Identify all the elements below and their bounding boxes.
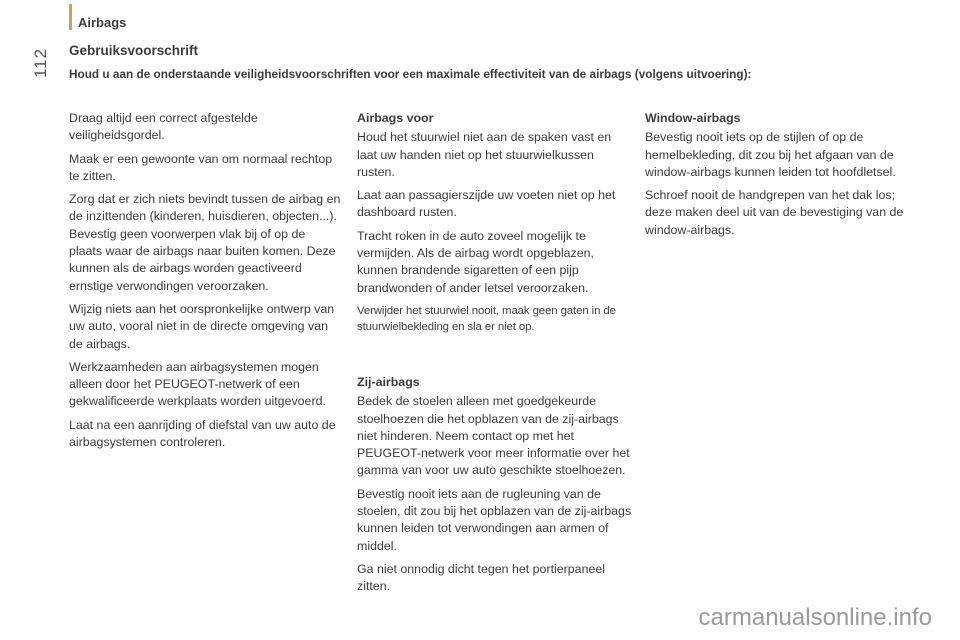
paragraph: Verwijder het stuurwiel nooit, maak geen gaten in de stuurwielbekleding en sla er niet op. (357, 304, 616, 334)
front-airbags-heading: Airbags voor (357, 111, 434, 125)
paragraph: Zorg dat er zich niets bevindt tussen de airbag en de inzittenden (kinderen, huisdieren, objecten...). Bevestig geen voorwerpen vlak bij of op de plaats waar de airbags naar buiten komen. Deze kunnen als de airbags worden geactiveerd ernstige verwondingen veroorzaken. (69, 192, 341, 293)
section-title: Gebruiksvoorschrift (69, 43, 199, 58)
paragraph: Draag altijd een correct afgestelde veiligheidsgordel. (69, 111, 258, 143)
paragraph: Wijzig niets aan het oorspronkelijke ontwerp van uw auto, vooral niet in de directe omgeving van de airbags. (69, 301, 335, 351)
paragraph: Houd het stuurwiel niet aan de spaken vast en laat uw handen niet op het stuurwielkussen rusten. (357, 130, 612, 179)
paragraph: Ga niet onnodig dicht tegen het portierpaneel zitten. (357, 561, 605, 594)
watermark: carmanualsonline.info (698, 604, 932, 631)
paragraph: Schroef nooit de handgrepen van het dak los; deze maken deel uit van de bevestiging van de window-airbags. (645, 188, 904, 237)
paragraph: Bevestig nooit iets op de stijlen of op de hemelbekleding, dit zou bij het afgaan van de window-airbags kunnen leiden tot hoofdletsel. (645, 130, 896, 179)
paragraph: Laat aan passagierszijde uw voeten niet op het dashboard rusten. (357, 188, 616, 220)
paragraph: Laat na een aanrijding of diefstal van uw auto de airbagsystemen controleren. (69, 417, 336, 450)
paragraph: Maak er een gewoonte van om normaal rechtop te zitten. (69, 151, 333, 183)
paragraph: Bedek de stoelen alleen met goedgekeurde stoelhoezen die het opblazen van de zij-airbags niet hinderen. Neem contact op met het PEUGEOT-netwerk voor meer informatie over het gamma van voor uw auto geschikte stoelhoezen. (357, 394, 630, 478)
chapter-title: Airbags (78, 15, 127, 30)
paragraph: Werkzaamheden aan airbagsystemen mogen alleen door het PEUGEOT-netwerk of een gekwalificeerde werkplaats worden uitgevoerd. (69, 359, 326, 409)
paragraph: Bevestig nooit iets aan de rugleuning van de stoelen, dit zou bij het opblazen van de zij-airbags kunnen leiden tot verwondingen aan armen of middel. (357, 486, 632, 553)
spacer (357, 342, 632, 374)
page-number: 112 (31, 47, 50, 79)
side-airbags-heading: Zij-airbags (357, 374, 420, 389)
column-window-airbags (645, 110, 920, 245)
paragraph: Tracht roken in de auto zoveel mogelijk te vermijden. Als de airbag wordt opgeblazen, kunnen brandende sigaretten of een pijp brandwonden of ander letsel veroorzaken. (357, 228, 594, 295)
chapter-accent-bar (69, 4, 72, 30)
window-airbags-heading: Window-airbags (645, 111, 741, 125)
column-general (69, 110, 341, 457)
section-subtitle: Houd u aan de onderstaande veiligheidsvoorschriften voor een maximale effectiviteit van de airbags (volgens uitvoering): (69, 67, 752, 81)
column-front-side-airbags (357, 110, 632, 602)
